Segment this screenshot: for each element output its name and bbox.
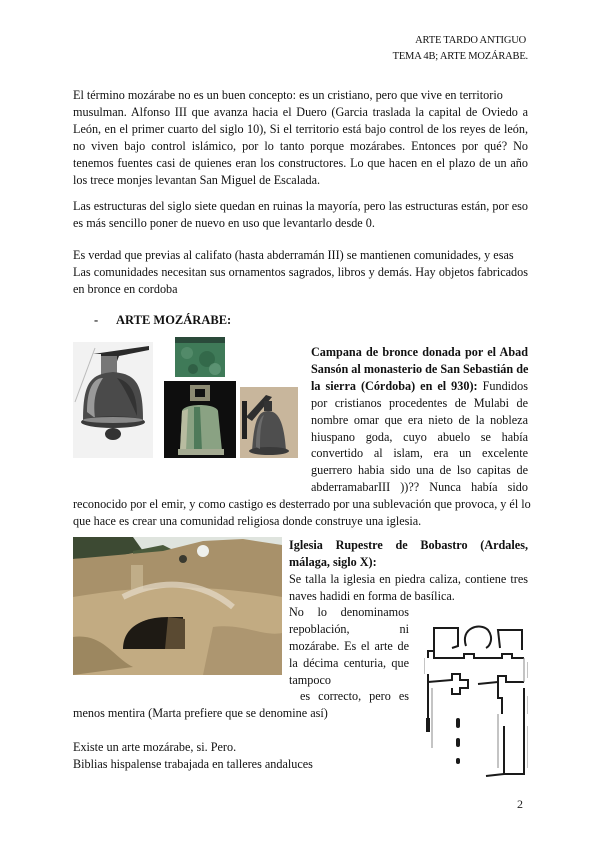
bobastro-narrow-text — [289, 604, 409, 689]
text-line: tenemos fuentes casi de quienes eran los constructores. Lo que hacen en el plazo de un año — [73, 155, 528, 170]
text-line: El término mozárabe no es un buen concepto: es un cristiano, pero que vive en territorio — [73, 88, 503, 102]
header-topic: TEMA 4B; ARTE MOZÁRABE. — [392, 51, 528, 62]
bell-title-line: Sansón al monasterio de San Sebastián de — [311, 361, 529, 376]
text-line: menos mentira (Marta prefiere que se denomine así) — [73, 706, 328, 720]
floor-plan-icon — [424, 618, 528, 780]
bell-green-patina-photo — [164, 381, 236, 458]
califato-paragraph — [73, 247, 528, 298]
bullet-dash: - — [94, 313, 99, 327]
text-line: mozárabe. Es el arte de — [289, 638, 409, 653]
bell-detail-green-photo — [175, 337, 225, 377]
page-number: 2 — [517, 797, 523, 811]
bell-detail-icon — [175, 337, 225, 377]
closing-paragraph — [73, 739, 313, 773]
bobastro-floor-plan — [424, 618, 528, 780]
bell-description — [311, 344, 528, 496]
bobastro-church-photo — [73, 537, 282, 675]
section-heading — [94, 313, 231, 328]
text-line: guerrero habia sido una de lso capitas de — [311, 463, 528, 478]
section-title: ARTE MOZÁRABE: — [116, 313, 232, 327]
text-line: Existe un arte mozárabe, si. Pero. — [73, 740, 237, 754]
text-line: reconocido por el emir, y como castigo es desterrado por una sublevación que provoca, y él lo — [73, 497, 531, 511]
text-line: Las comunidades necesitan sus ornamentos sagrados, libros y demás. Hay objetos fabricados — [73, 264, 528, 279]
text-line: los trece monjes levantan San Miguel de Escalada. — [73, 172, 321, 187]
intro-paragraph — [73, 87, 528, 188]
text-line: que hace es crear una comunidad religiosa donde construye una iglesia. — [73, 513, 422, 528]
bell-icon — [240, 387, 298, 458]
text-line: Es verdad que previas al califato (hasta abderramán III) se mantienen comunidades, y esas — [73, 248, 514, 262]
bell-title-line: Campana de bronce donada por el Abad — [311, 345, 528, 359]
text-line: León, en el primer cuarto del siglo 10), Si el territorio está bajo control de los reyes de león, — [73, 121, 528, 136]
structures-paragraph — [73, 198, 528, 232]
bobastro-title-line: Iglesia Rupestre de Bobastro (Ardales, — [289, 538, 528, 552]
text-line: musulman. Alfonso III que avanza hacia el Duero (Garcia traslada la capital de Oviedo a — [73, 104, 528, 119]
bronze-bell-photo — [73, 342, 153, 458]
text-line: convertido al islam, era un excelente — [311, 446, 528, 461]
bobastro-title-line: málaga, siglo X): — [289, 554, 377, 569]
bell-title-tail: Fundidos — [477, 378, 528, 393]
text-line: hiuspano goda, cuyo abuelo se había — [311, 429, 528, 444]
text-line: Se talla la iglesia en piedra caliza, contiene tres — [289, 571, 528, 586]
text-line: No lo denominamos — [289, 605, 409, 619]
text-line: tampoco — [289, 672, 331, 687]
bell-icon — [164, 381, 236, 458]
text-line: nombre omar que era nieto de la nobleza — [311, 412, 528, 427]
wall-bell-photo — [240, 387, 298, 458]
bobastro-narrow-text-end — [300, 688, 409, 705]
text-line: en bronce en cordoba — [73, 281, 178, 296]
header-course: ARTE TARDO ANTIGUO — [415, 35, 526, 46]
text-line: naves hadidi en forma de basílica. — [289, 588, 455, 603]
text-line: Biblias hispalense trabajada en talleres andaluces — [73, 756, 313, 771]
bell-title-end: la sierra (Córdoba) en el 930): — [311, 378, 478, 393]
text-line: Las estructuras del siglo siete quedan en ruinas la mayoría, pero las estructuras están, por eso — [73, 199, 528, 213]
bobastro-continuation — [73, 705, 328, 722]
text-line: por cristianos procedentes de Mulabi de — [311, 395, 528, 410]
text-line: es más sencillo poner de nuevo en uso que levantarlo desde 0. — [73, 215, 375, 230]
text-line: es correcto, pero es — [300, 689, 409, 703]
bell-title-line — [311, 378, 528, 395]
text-line: no viven bajo control islámico, por lo tanto porque mozárabes. Entonces por qué? No — [73, 138, 528, 153]
bell-continuation — [73, 496, 531, 530]
text-line: abderramabarIII ))?? Nunca había sido — [311, 480, 528, 495]
cave-church-icon — [73, 537, 282, 675]
bobastro-description — [289, 537, 528, 605]
bell-icon — [73, 342, 153, 458]
text-line: repoblación, ni — [289, 621, 409, 636]
text-line: la décima centuria, que — [289, 655, 409, 670]
